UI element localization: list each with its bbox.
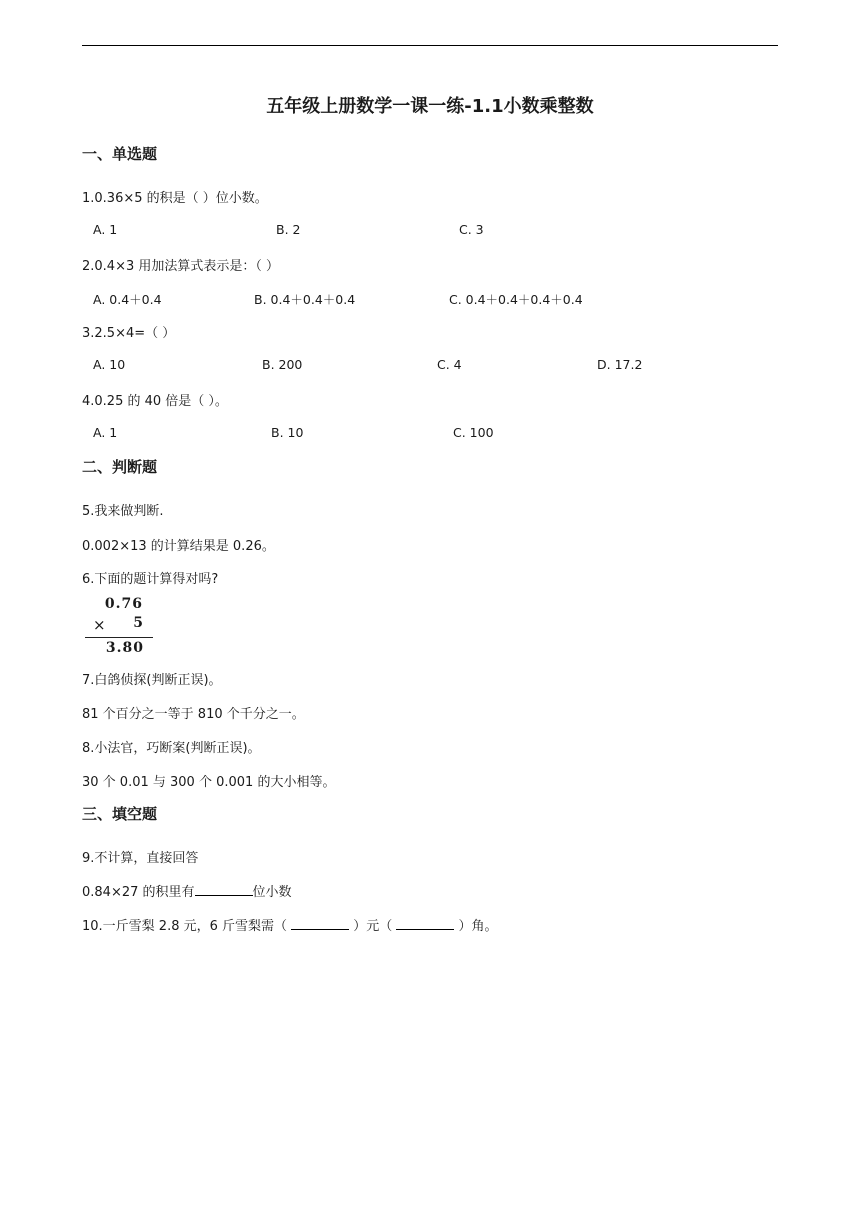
section-heading-true-false: 二、判断题 <box>82 458 158 476</box>
answer-blank-jiao <box>396 917 454 930</box>
q2-option-b: B. 0.4＋0.4＋0.4 <box>254 292 356 307</box>
q2-option-a: A. 0.4＋0.4 <box>93 292 162 307</box>
question-9-statement <box>82 881 292 900</box>
answer-blank <box>195 883 253 896</box>
q10-text-3: ）角。 <box>454 919 498 934</box>
q3-option-d: D. 17.2 <box>597 357 643 372</box>
q1-option-b: B. 2 <box>276 222 301 237</box>
question-7-statement: 81 个百分之一等于 810 个千分之一。 <box>82 707 305 722</box>
q2-option-c: C. 0.4＋0.4＋0.4＋0.4 <box>449 292 583 307</box>
question-3: 3.2.5×4=（ ） <box>82 326 176 341</box>
q1-option-a: A. 1 <box>93 222 118 237</box>
q9-text-before: 0.84×27 的积里有 <box>82 885 195 900</box>
q3-option-a: A. 10 <box>93 357 126 372</box>
section-heading-fill-blank: 三、填空题 <box>82 805 158 823</box>
q1-option-c: C. 3 <box>459 222 484 237</box>
calc-underline <box>85 637 153 638</box>
q3-option-c: C. 4 <box>437 357 462 372</box>
answer-blank-yuan <box>291 917 349 930</box>
question-8-statement: 30 个 0.01 与 300 个 0.001 的大小相等。 <box>82 775 336 790</box>
question-2: 2.0.4×3 用加法算式表示是：（ ） <box>82 259 280 274</box>
question-7: 7.白鸽侦探(判断正误)。 <box>82 673 222 688</box>
question-9: 9.不计算，直接回答 <box>82 851 199 866</box>
section-heading-single-choice: 一、单选题 <box>82 145 158 163</box>
q3-option-b: B. 200 <box>262 357 303 372</box>
question-10 <box>82 915 498 934</box>
q4-option-a: A. 1 <box>93 425 118 440</box>
question-1: 1.0.36×5 的积是（ ）位小数。 <box>82 191 268 206</box>
q10-text-1: 10.一斤雪梨 2.8 元，6 斤雪梨需（ <box>82 919 292 934</box>
question-6: 6.下面的题计算得对吗? <box>82 572 219 587</box>
question-5-statement: 0.002×13 的计算结果是 0.26。 <box>82 539 275 554</box>
multiplicand: 0.76 <box>104 596 143 612</box>
question-5: 5.我来做判断. <box>82 504 164 519</box>
q4-option-c: C. 100 <box>453 425 494 440</box>
page-title: 五年级上册数学一课一练-1.1小数乘整数 <box>266 96 594 117</box>
multiply-sign: × <box>93 616 106 634</box>
product-result: 3.80 <box>105 640 144 656</box>
header-rule <box>82 45 778 46</box>
question-8: 8.小法官，巧断案(判断正误)。 <box>82 741 261 756</box>
question-4: 4.0.25 的 40 倍是（ ）。 <box>82 394 228 409</box>
multiplier: 5 <box>133 615 143 631</box>
q9-text-after: 位小数 <box>252 885 292 900</box>
q4-option-b: B. 10 <box>271 425 304 440</box>
q10-text-2: ）元（ <box>349 919 397 934</box>
vertical-multiplication <box>85 594 155 662</box>
